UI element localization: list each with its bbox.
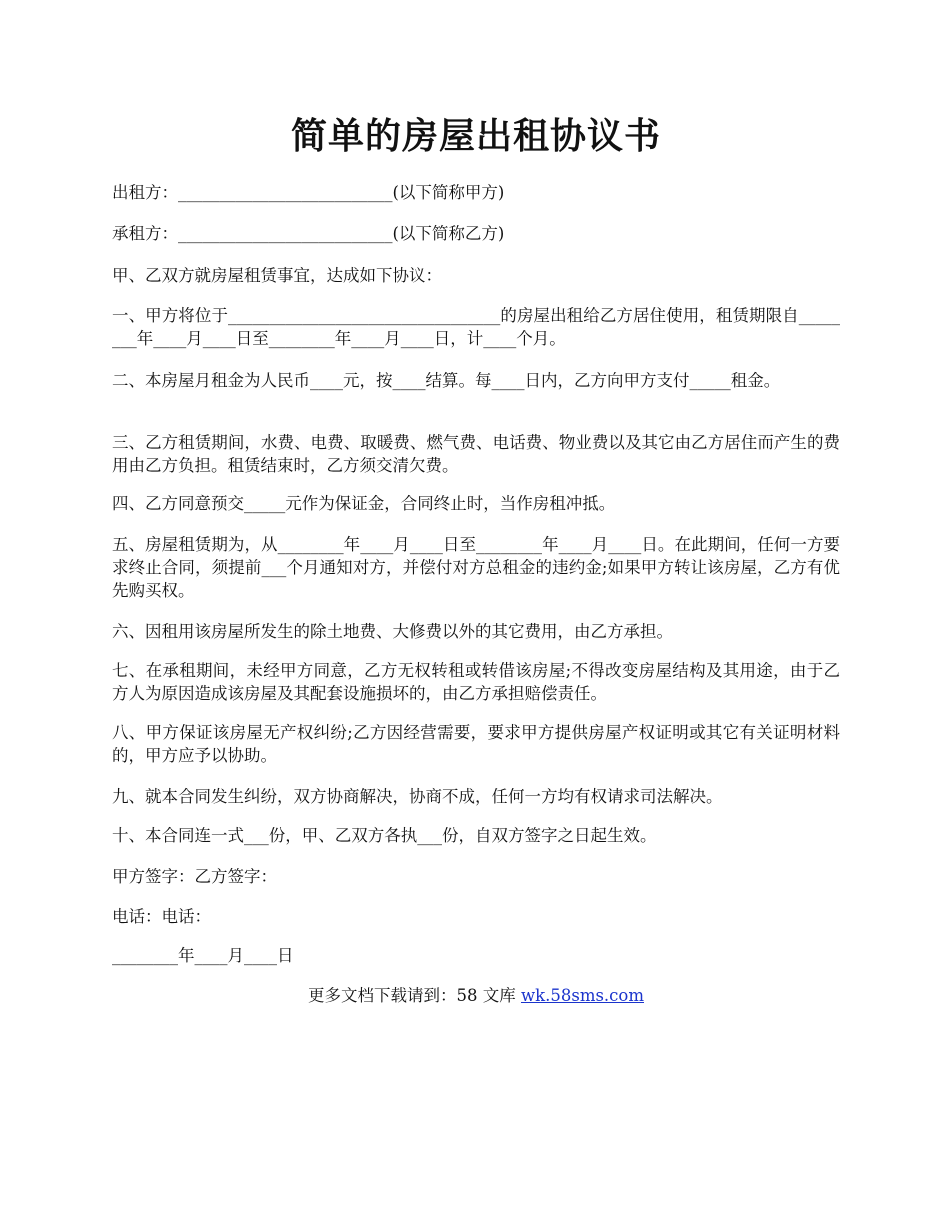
paragraph-clause-6: 六、因租用该房屋所发生的除土地费、大修费以外的其它费用，由乙方承担。 xyxy=(112,622,673,641)
footer xyxy=(112,984,840,1007)
paragraph-clause-2: 二、本房屋月租金为人民币____元，按____结算。每____日内，乙方向甲方支付_____租金。 xyxy=(112,371,781,390)
footer-link[interactable]: wk.58sms.com xyxy=(520,986,644,1005)
paragraph-clause-1: 一、甲方将位于_________________________________的房屋出租给乙方居住使用，租赁期限自________年____月____日至________年____月____日，计____个月。 xyxy=(112,306,840,348)
paragraph-clause-10: 十、本合同连一式___份，甲、乙双方各执___份，自双方签字之日起生效。 xyxy=(112,826,657,845)
paragraph-clause-3: 三、乙方租赁期间，水费、电费、取暖费、燃气费、电话费、物业费以及其它由乙方居住而产生的费用由乙方负担。租赁结束时，乙方须交清欠费。 xyxy=(112,433,840,475)
paragraph-clause-9: 九、就本合同发生纠纷，双方协商解决，协商不成，任何一方均有权请求司法解决。 xyxy=(112,787,723,806)
paragraph-clause-5: 五、房屋租赁期为，从________年____月____日至________年____月____日。在此期间，任何一方要求终止合同，须提前___个月通知对方，并偿付对方总租金的违约金;如果甲方转让该房屋，乙方有优先购买权。 xyxy=(112,535,840,600)
document-title: 简单的房屋出租协议书 xyxy=(290,115,661,157)
footer-text: 更多文档下载请到：58 文库 xyxy=(307,986,521,1005)
paragraph-intro: 甲、乙双方就房屋租赁事宜，达成如下协议： xyxy=(112,266,442,285)
paragraph-clause-8: 八、甲方保证该房屋无产权纠纷;乙方因经营需要，要求甲方提供房屋产权证明或其它有关证明材料的，甲方应予以协助。 xyxy=(112,723,840,765)
paragraph-signatures: 甲方签字：乙方签字： xyxy=(112,867,277,886)
paragraph-clause-7: 七、在承租期间，未经甲方同意，乙方无权转租或转借该房屋;不得改变房屋结构及其用途，由于乙方人为原因造成该房屋及其配套设施损坏的，由乙方承担赔偿责任。 xyxy=(112,661,840,703)
paragraph-date: ________年____月____日 xyxy=(112,946,294,965)
paragraph-lessee: 承租方：__________________________(以下简称乙方) xyxy=(112,224,505,243)
paragraph-clause-4: 四、乙方同意预交_____元作为保证金，合同终止时，当作房租冲抵。 xyxy=(112,494,616,513)
paragraph-lessor: 出租方：__________________________(以下简称甲方) xyxy=(112,183,505,202)
paragraph-phones: 电话：电话： xyxy=(112,907,211,926)
